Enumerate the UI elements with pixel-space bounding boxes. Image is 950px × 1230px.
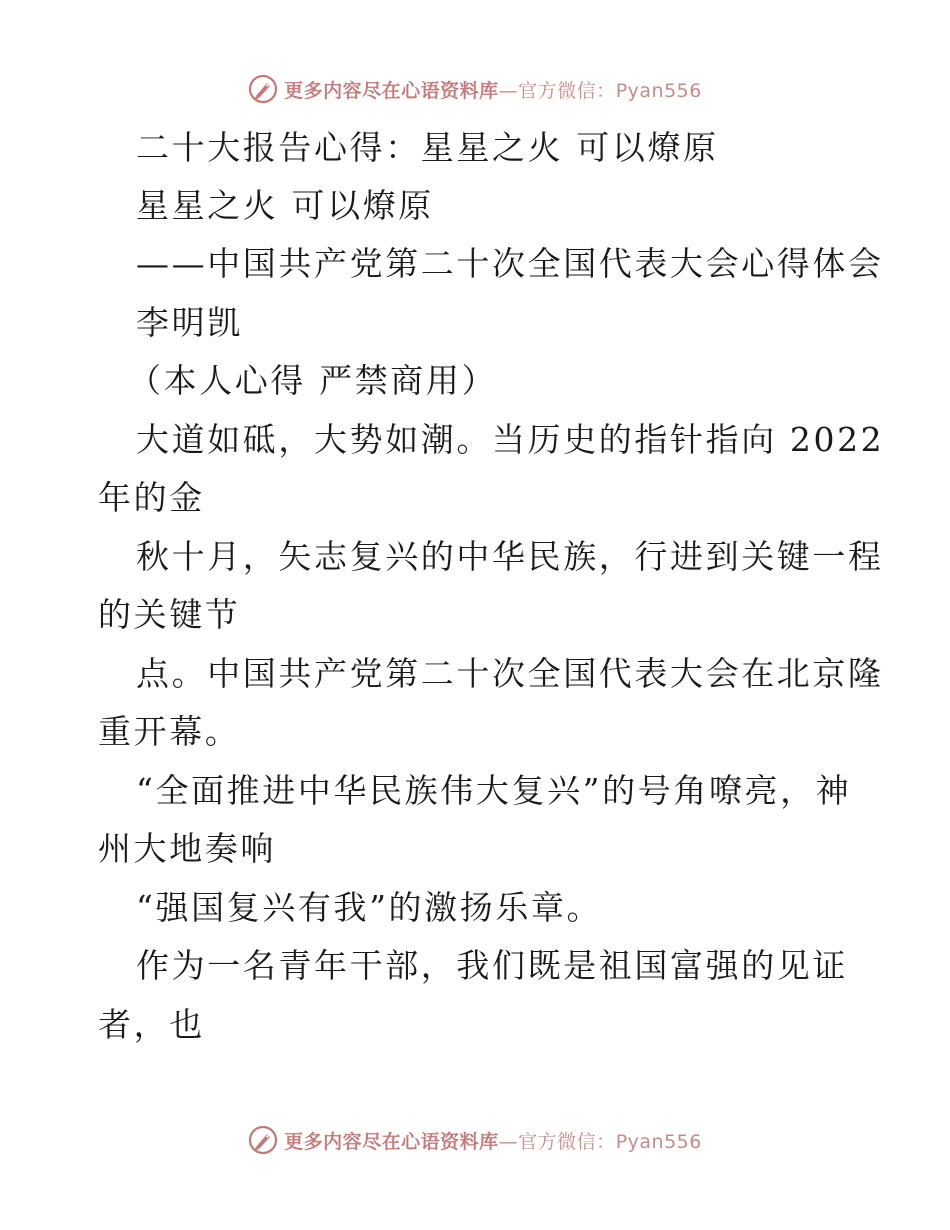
watermark-separator: — <box>498 1130 519 1153</box>
pen-nib-logo-icon <box>248 1125 278 1155</box>
watermark-text <box>284 1127 702 1154</box>
document-note: （本人心得 严禁商用） <box>128 361 498 400</box>
watermark-label: 官方微信： <box>518 1130 616 1153</box>
paragraph-line: 秋十月，矢志复兴的中华民族，行进到关键一程 <box>136 537 884 576</box>
document-tagline: ——中国共产党第二十次全国代表大会心得体会 <box>136 244 884 283</box>
watermark-id: Pyan556 <box>615 79 702 102</box>
paragraph-line: 大道如砥，大势如潮。当历史的指针指向 2022 <box>136 420 885 459</box>
watermark-main: 更多内容尽在心语资料库 <box>284 1130 499 1153</box>
footer-watermark <box>0 1123 950 1157</box>
paragraph-line: 点。中国共产党第二十次全国代表大会在北京隆 <box>136 654 884 693</box>
paragraph-line: 重开幕。 <box>98 712 241 751</box>
paragraph-line: 的关键节 <box>98 595 241 634</box>
watermark-separator: — <box>498 79 519 102</box>
paragraph-line: “全面推进中华民族伟大复兴”的号角嘹亮，神 <box>136 771 852 810</box>
watermark-label: 官方微信： <box>518 79 616 102</box>
document-title: 二十大报告心得：星星之火 可以燎原 <box>136 128 719 167</box>
document-author: 李明凯 <box>136 303 243 342</box>
header-watermark <box>0 72 950 106</box>
pen-nib-logo-icon <box>248 74 278 104</box>
watermark-text <box>284 76 702 103</box>
paragraph-line: “强国复兴有我”的激扬乐章。 <box>136 888 603 927</box>
paragraph-line: 作为一名青年干部，我们既是祖国富强的见证 <box>136 946 848 985</box>
watermark-main: 更多内容尽在心语资料库 <box>284 79 499 102</box>
paragraph-line: 州大地奏响 <box>98 829 276 868</box>
paragraph-line: 年的金 <box>98 478 205 517</box>
document-subtitle: 星星之火 可以燎原 <box>136 186 434 225</box>
watermark-id: Pyan556 <box>615 1130 702 1153</box>
paragraph-line: 者，也 <box>98 1005 205 1044</box>
